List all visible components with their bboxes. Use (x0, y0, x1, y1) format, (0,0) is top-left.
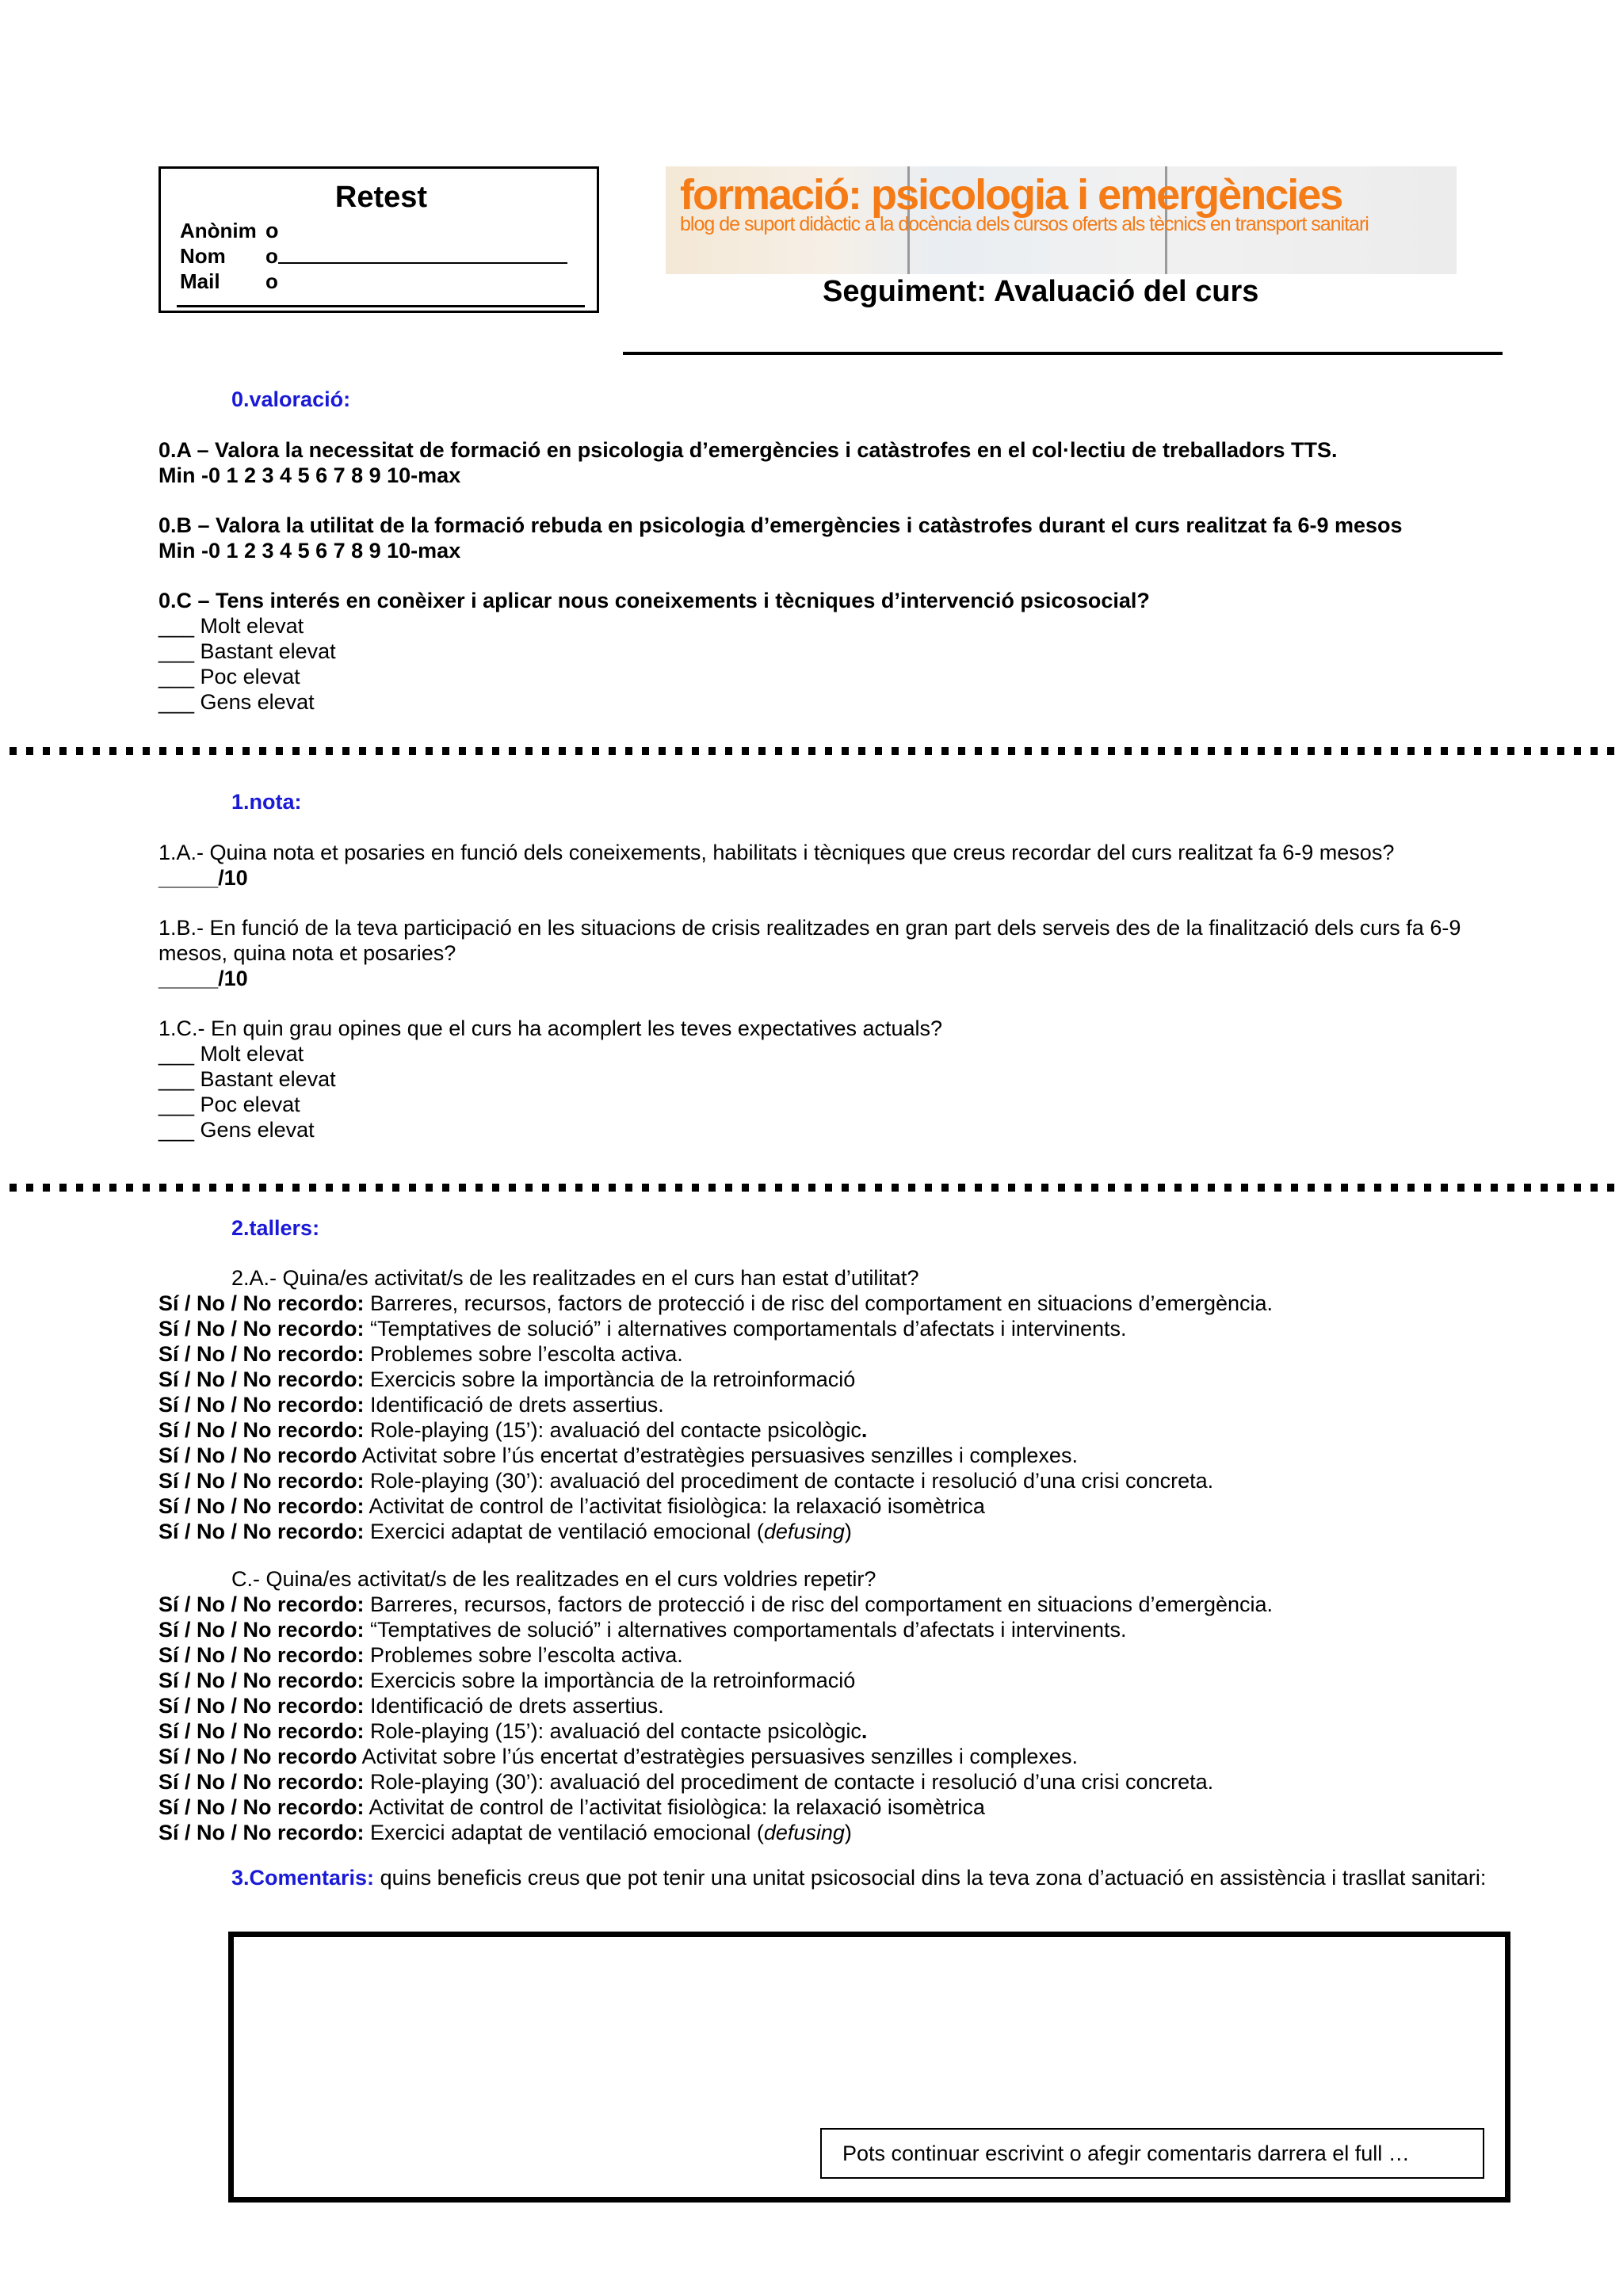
activity-text: Exercicis sobre la importància de la retroinformació (370, 1669, 856, 1692)
activity-text-suffix: . (861, 1719, 868, 1743)
activity-text: “Temptatives de solució” i alternatives comportamentals d’afectats i intervinents. (370, 1618, 1127, 1642)
activity-answer-options[interactable]: Sí / No / No recordo: (158, 1520, 365, 1543)
activity-text: Barreres, recursos, factors de protecció i de risc del comportament en situacions d’emergència. (370, 1291, 1274, 1315)
option-0c[interactable]: ___ Poc elevat (158, 665, 300, 688)
section-2-heading: 2.tallers: (231, 1216, 320, 1240)
banner-subtitle: blog de suport didàctic a la docència dels cursos oferts als tècnics en transport sanitari (680, 213, 1369, 235)
question-0c: 0.C – Tens interés en conèixer i aplicar nous coneixements i tècniques d’intervenció psicosocial? (158, 589, 1150, 612)
activity-text-suffix: . (861, 1418, 868, 1442)
activity-text-suffix: defusing (763, 1520, 845, 1543)
question-2c: C.- Quina/es activitat/s de les realitzades en el curs voldries repetir? (231, 1567, 876, 1591)
activity-text: Activitat sobre l’ús encertat d’estratègies persuasives senzilles i complexes. (361, 1444, 1078, 1467)
activity-row[interactable] (158, 1668, 1273, 1693)
activity-row[interactable] (158, 1769, 1273, 1794)
activity-text: “Temptatives de solució” i alternatives comportamentals d’afectats i intervinents. (370, 1317, 1127, 1341)
activity-row[interactable] (158, 1794, 1273, 1820)
activity-row[interactable] (158, 1468, 1273, 1493)
activity-answer-options[interactable]: Sí / No / No recordo: (158, 1393, 365, 1417)
activity-answer-options[interactable]: Sí / No / No recordo: (158, 1618, 365, 1642)
activity-answer-options[interactable]: Sí / No / No recordo (158, 1444, 357, 1467)
activity-text: Role-playing (15’): avaluació del contacte psicològic (370, 1418, 861, 1442)
activity-answer-options[interactable]: Sí / No / No recordo: (158, 1469, 365, 1493)
activity-row[interactable] (158, 1443, 1273, 1468)
activity-row[interactable] (158, 1744, 1273, 1769)
activity-text: Identificació de drets assertius. (370, 1694, 664, 1718)
section-0-heading: 0.valoració: (231, 387, 351, 411)
activity-text: Role-playing (15’): avaluació del contacte psicològic (370, 1719, 861, 1743)
activity-answer-options[interactable]: Sí / No / No recordo: (158, 1669, 365, 1692)
option-1c[interactable]: ___ Molt elevat (158, 1042, 304, 1066)
score-1a[interactable]: _____/10 (158, 866, 248, 890)
nom-option[interactable]: o (265, 244, 278, 268)
activity-row[interactable] (158, 1316, 1273, 1341)
activity-text: Role-playing (30’): avaluació del procediment de contacte i resolució d’una crisi concreta. (370, 1770, 1214, 1794)
activity-answer-options[interactable]: Sí / No / No recordo: (158, 1342, 365, 1366)
retest-box (158, 166, 599, 313)
option-1c[interactable]: ___ Gens elevat (158, 1118, 315, 1142)
activity-row[interactable] (158, 1417, 1273, 1443)
continue-note: Pots continuar escrivint o afegir comentaris darrera el full … (820, 2128, 1484, 2179)
section-separator (10, 747, 1623, 755)
activity-answer-options[interactable]: Sí / No / No recordo: (158, 1770, 365, 1794)
option-0c[interactable]: ___ Molt elevat (158, 614, 304, 638)
section-separator (10, 1184, 1623, 1192)
activity-row[interactable] (158, 1592, 1273, 1617)
activity-answer-options[interactable]: Sí / No / No recordo: (158, 1592, 365, 1616)
section-3-prompt (231, 1865, 1499, 1890)
banner-title: formació: psicologia i emergències (680, 171, 1342, 219)
activity-text: Problemes sobre l’escolta activa. (370, 1643, 683, 1667)
activity-answer-options[interactable]: Sí / No / No recordo: (158, 1418, 365, 1442)
scale-0a[interactable]: Min -0 1 2 3 4 5 6 7 8 9 10-max (158, 463, 461, 487)
anonim-label: Anònim (180, 219, 257, 242)
question-1a: 1.A.- Quina nota et posaries en funció dels coneixements, habilitats i tècniques que creus recordar del curs realitzat fa 6-9 mesos? (158, 841, 1395, 864)
activity-row[interactable] (158, 1392, 1273, 1417)
activity-text: Activitat de control de l’activitat fisiològica: la relaxació isomètrica (369, 1795, 985, 1819)
option-1c[interactable]: ___ Bastant elevat (158, 1067, 336, 1091)
mail-label: Mail (180, 269, 220, 293)
activity-answer-options[interactable]: Sí / No / No recordo (158, 1745, 357, 1768)
activity-answer-options[interactable]: Sí / No / No recordo: (158, 1494, 365, 1518)
section-3-heading: 3.Comentaris: (231, 1866, 375, 1890)
nom-label: Nom (180, 244, 226, 268)
mail-option[interactable]: o (265, 269, 278, 293)
activity-text-tail: ) (844, 1520, 852, 1543)
title-rule (623, 352, 1503, 355)
activity-row[interactable] (158, 1617, 1273, 1642)
question-1b-line1: 1.B.- En funció de la teva participació en les situacions de crisis realitzades en gran part dels serveis des de la finalització dels curs fa 6-9 (158, 916, 1461, 940)
question-1b-line2: mesos, quina nota et posaries? (158, 941, 456, 965)
question-2a: 2.A.- Quina/es activitat/s de les realitzades en el curs han estat d’utilitat? (231, 1266, 919, 1290)
activity-row[interactable] (158, 1291, 1273, 1316)
question-0a: 0.A – Valora la necessitat de formació en psicologia d’emergències i catàstrofes en el col·lectiu de treballadors TTS. (158, 438, 1338, 462)
activity-list-2c (158, 1592, 1273, 1845)
activity-answer-options[interactable]: Sí / No / No recordo: (158, 1694, 365, 1718)
activity-text: Activitat de control de l’activitat fisiològica: la relaxació isomètrica (369, 1494, 985, 1518)
activity-text: Activitat sobre l’ús encertat d’estratègies persuasives senzilles i complexes. (361, 1745, 1078, 1768)
activity-text: Identificació de drets assertius. (370, 1393, 664, 1417)
activity-text: Exercicis sobre la importància de la retroinformació (370, 1367, 856, 1391)
page-title: Seguiment: Avaluació del curs (823, 275, 1259, 308)
activity-answer-options[interactable]: Sí / No / No recordo: (158, 1795, 365, 1819)
activity-row[interactable] (158, 1642, 1273, 1668)
section-1-heading: 1.nota: (231, 790, 302, 814)
activity-text: Exercici adaptat de ventilació emocional ( (370, 1520, 764, 1543)
retest-title: Retest (334, 181, 428, 214)
anonim-option[interactable]: o (265, 219, 279, 242)
activity-text: Barreres, recursos, factors de protecció i de risc del comportament en situacions d’emergència. (370, 1592, 1274, 1616)
blog-banner (666, 166, 1457, 274)
activity-row[interactable] (158, 1820, 1273, 1845)
option-1c[interactable]: ___ Poc elevat (158, 1093, 300, 1116)
activity-text-suffix: defusing (763, 1821, 845, 1844)
activity-row[interactable] (158, 1693, 1273, 1718)
activity-text: Role-playing (30’): avaluació del procediment de contacte i resolució d’una crisi concreta. (370, 1469, 1214, 1493)
section-3-text: quins beneficis creus que pot tenir una unitat psicosocial dins la teva zona d’actuació en assistència i trasllat sanitari: (380, 1866, 1487, 1890)
activity-row[interactable] (158, 1519, 1273, 1544)
activity-text-tail: ) (844, 1821, 852, 1844)
score-1b[interactable]: _____/10 (158, 967, 248, 990)
activity-answer-options[interactable]: Sí / No / No recordo: (158, 1643, 365, 1667)
scale-0b[interactable]: Min -0 1 2 3 4 5 6 7 8 9 10-max (158, 539, 461, 563)
activity-answer-options[interactable]: Sí / No / No recordo: (158, 1291, 365, 1315)
nom-field[interactable] (278, 262, 567, 264)
activity-answer-options[interactable]: Sí / No / No recordo: (158, 1821, 365, 1844)
activity-answer-options[interactable]: Sí / No / No recordo: (158, 1719, 365, 1743)
activity-answer-options[interactable]: Sí / No / No recordo: (158, 1367, 365, 1391)
question-1c: 1.C.- En quin grau opines que el curs ha acomplert les teves expectatives actuals? (158, 1016, 943, 1040)
mail-field[interactable] (177, 305, 585, 307)
activity-row[interactable] (158, 1718, 1273, 1744)
option-0c[interactable]: ___ Gens elevat (158, 690, 315, 714)
activity-row[interactable] (158, 1367, 1273, 1392)
activity-answer-options[interactable]: Sí / No / No recordo: (158, 1317, 365, 1341)
activity-text: Problemes sobre l’escolta activa. (370, 1342, 683, 1366)
activity-row[interactable] (158, 1493, 1273, 1519)
question-0b: 0.B – Valora la utilitat de la formació rebuda en psicologia d’emergències i catàstrofes durant el curs realitzat fa 6-9 mesos (158, 513, 1403, 537)
activity-list-2a (158, 1291, 1273, 1544)
activity-row[interactable] (158, 1341, 1273, 1367)
option-0c[interactable]: ___ Bastant elevat (158, 639, 336, 663)
activity-text: Exercici adaptat de ventilació emocional ( (370, 1821, 764, 1844)
